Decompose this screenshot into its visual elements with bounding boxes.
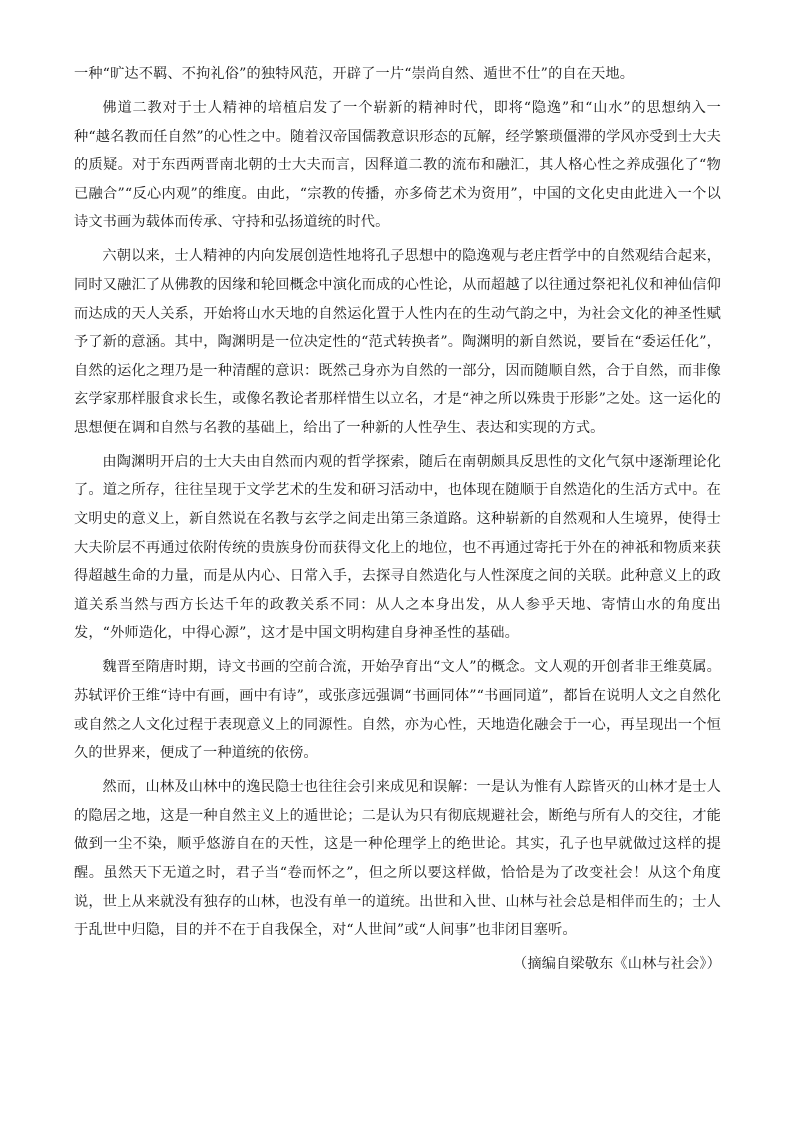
- paragraph-4: 由陶渊明开启的士大夫由自然而内观的哲学探索，随后在南朝颇具反思性的文化气氛中逐渐理论化了。道之所存，往往呈现于文学艺术的生发和研习活动中，也体现在随顺于自然造化的生活方式中。在文明史的意义上，新自然说在名教与玄学之间走出第三条道路。这种崭新的自然观和人生境界，使得士大夫阶层不再通过依附传统的贵族身份而获得文化上的地位，也不再通过寄托于外在的神祇和物质来获得超越生命的力量，而是从内心、日常入手，去探寻自然造化与人性深度之间的关联。此种意义上的政道关系当然与西方长达千年的政教关系不同：从人之本身出发，从人参乎天地、寄情山水的角度出发，“外师造化，中得心源”，这才是中国文明构建自身神圣性的基础。: [74, 453, 721, 642]
- paragraph-3: 六朝以来，士人精神的内向发展创造性地将孔子思想中的隐逸观与老庄哲学中的自然观结合起来，同时又融汇了从佛教的因缘和轮回概念中演化而成的心性论，从而超越了以往通过祭祀礼仪和神仙信仰而达成的天人关系，开始将山水天地的自然运化置于人性内在的生动气韵之中，为社会文化的神圣性赋予了新的意涵。其中，陶渊明是一位决定性的“范式转换者”。陶渊明的新自然说，要旨在“委运任化”，自然的运化之理乃是一种清醒的意识：既然己身亦为自然的一部分，因而随顺自然，合于自然，而非像玄学家那样服食求长生，或像名教论者那样惜生以立名，才是“神之所以殊贵于形影”之处。这一运化的思想便在调和自然与名教的基础上，给出了一种新的人性孕生、表达和实现的方式。: [74, 248, 721, 436]
- paragraph-5: 魏晋至隋唐时期，诗文书画的空前合流，开始孕育出“文人”的概念。文人观的开创者非王维莫属。苏轼评价王维“诗中有画，画中有诗”，或张彦远强调“书画同体”“书画同道”，都旨在说明人文之自然化或自然之人文化过程于表现意义上的同源性。自然，亦为心性，天地造化融会于一心，再呈现出一个恒久的世界来，便成了一种道统的依傍。: [74, 659, 721, 762]
- paragraph-6: 然而，山林及山林中的逸民隐士也往往会引来成见和误解：一是认为惟有人踪皆灭的山林才是士人的隐居之地，这是一种自然主义上的遁世论；二是认为只有彻底规避社会，断绝与所有人的交往，才能做到一尘不染，顺乎悠游自在的天性，这是一种伦理学上的绝世论。其实，孔子也早就做过这样的提醒。虽然天下无道之时，君子当“卷而怀之”，但之所以要这样做，恰恰是为了改变社会！从这个角度说，世上从来就没有独存的山林，也没有单一的道统。出世和入世、山林与社会总是相伴而生的；士人于乱世中归隐，目的并不在于自我保全，对“人世间”或“人间事”也非闭目塞听。: [74, 779, 721, 939]
- paragraph-2: 佛道二教对于士人精神的培植启发了一个崭新的精神时代，即将“隐逸”和“山水”的思想纳入一种“越名教而任自然”的心性之中。随着汉帝国儒教意识形态的瓦解，经学繁琐僵滞的学风亦受到士大夫的质疑。对于东西两晋南北朝的士大夫而言，因释道二教的流布和融汇，其人格心性之养成强化了“物已融合”“反心内观”的维度。由此，“宗教的传播，亦多倚艺术为资用”，中国的文化史由此进入一个以诗文书画为载体而传承、守持和弘扬道统的时代。: [74, 99, 721, 231]
- source-citation: （摘编自梁敬东《山林与社会》）: [513, 956, 721, 973]
- paragraph-1: 一种“旷达不羁、不拘礼俗”的独特风范，开辟了一片“崇尚自然、遁世不仕”的自在天地。: [74, 66, 635, 82]
- document-page: [74, 60, 721, 984]
